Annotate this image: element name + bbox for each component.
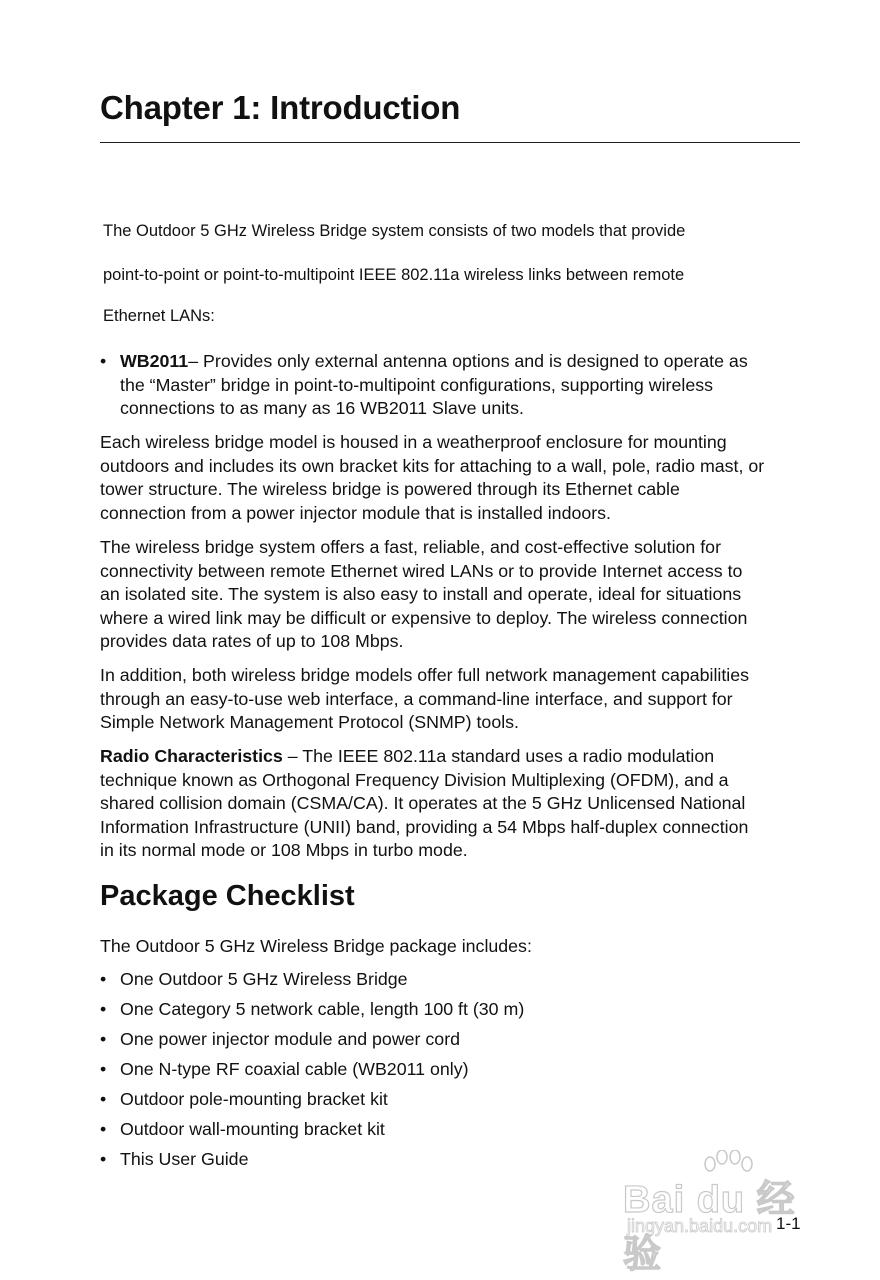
para-line: where a wired link may be difficult or expensive to deploy. The wireless connection (100, 607, 748, 628)
para-line: outdoors and includes its own bracket kits for attaching to a wall, pole, radio mast, or (100, 455, 765, 476)
para-line: connection from a power injector module that is installed indoors. (100, 502, 611, 523)
para-line: provides data rates of up to 108 Mbps. (100, 631, 404, 651)
checklist-intro: The Outdoor 5 GHz Wireless Bridge package includes: (100, 936, 532, 956)
para-line: in its normal mode or 108 Mbps in turbo mode. (100, 840, 468, 860)
list-item-text: Outdoor wall-mounting bracket kit (120, 1119, 385, 1139)
checklist-list (100, 966, 700, 1176)
model-bullet-text (120, 350, 800, 421)
radio-line-1: – The IEEE 802.11a standard uses a radio modulation (282, 746, 715, 766)
radio-heading: Radio Characteristics (100, 746, 283, 766)
bullet-marker: • (100, 1029, 107, 1049)
list-item (100, 1086, 700, 1116)
list-item (100, 1056, 700, 1086)
section-heading-checklist: Package Checklist (100, 880, 355, 912)
bullet-marker: • (100, 1059, 107, 1079)
model-name: WB2011 (120, 351, 189, 371)
para-line: connectivity between remote Ethernet wired LANs or to provide Internet access to (100, 560, 743, 581)
list-item-text: One power injector module and power cord (120, 1029, 461, 1049)
watermark-brand: Bai du 经验 (623, 1179, 796, 1276)
list-item-text: One Outdoor 5 GHz Wireless Bridge (120, 969, 408, 989)
bullet-marker: • (100, 351, 107, 371)
para-line: tower structure. The wireless bridge is powered through its Ethernet cable (100, 479, 680, 499)
list-item (100, 1146, 700, 1176)
para-line: an isolated site. The system is also easy to install and operate, ideal for situations (100, 584, 742, 604)
paragraph-management (100, 664, 805, 735)
list-item-text: One N-type RF coaxial cable (WB2011 only) (120, 1059, 469, 1079)
baidu-watermark (615, 1150, 830, 1276)
title-divider (100, 142, 800, 143)
model-desc-line-2: the “Master” bridge in point-to-multipoint configurations, supporting wireless (120, 374, 713, 395)
paragraph-enclosure (100, 431, 805, 525)
para-line: technique known as Orthogonal Frequency Division Multiplexing (OFDM), and a (100, 769, 729, 790)
paragraph-solution (100, 536, 805, 654)
watermark-url: jingyan.baidu.com (627, 1216, 773, 1236)
list-item (100, 1116, 700, 1146)
bullet-marker: • (100, 1119, 107, 1139)
para-line: Information Infrastructure (UNII) band, providing a 54 Mbps half-duplex connection (100, 816, 749, 837)
intro-line-1: The Outdoor 5 GHz Wireless Bridge system consists of two models that provide (103, 222, 686, 240)
list-item-text: One Category 5 network cable, length 100 ft (30 m) (120, 999, 525, 1019)
para-line: In addition, both wireless bridge models offer full network management capabilities (100, 665, 750, 685)
paragraph-radio (100, 745, 805, 863)
chapter-title: Chapter 1: Introduction (100, 89, 461, 126)
list-item-text: Outdoor pole-mounting bracket kit (120, 1089, 388, 1109)
model-bullet (100, 350, 800, 421)
para-line: shared collision domain (CSMA/CA). It operates at the 5 GHz Unlicensed National (100, 793, 746, 813)
para-line: Simple Network Management Protocol (SNMP) tools. (100, 712, 519, 732)
intro-line-3: Ethernet LANs: (103, 307, 215, 325)
bullet-marker: • (100, 969, 107, 989)
bullet-marker: • (100, 999, 107, 1019)
model-desc-line-3: connections to as many as 16 WB2011 Slave units. (120, 398, 524, 418)
list-item (100, 1026, 700, 1056)
list-item (100, 966, 700, 996)
bullet-marker: • (100, 1149, 107, 1169)
bullet-marker: • (100, 1089, 107, 1109)
para-line: The wireless bridge system offers a fast, reliable, and cost-effective solution for (100, 537, 721, 557)
para-line: through an easy-to-use web interface, a command-line interface, and support for (100, 688, 733, 709)
list-item-text: This User Guide (120, 1149, 249, 1169)
model-desc-line-1: – Provides only external antenna options and is designed to operate as (188, 351, 748, 371)
intro-line-2: point-to-point or point-to-multipoint IEEE 802.11a wireless links between remote (103, 266, 685, 284)
list-item (100, 996, 700, 1026)
page-number: 1-1 (776, 1214, 801, 1233)
para-line: Each wireless bridge model is housed in a weatherproof enclosure for mounting (100, 432, 727, 452)
